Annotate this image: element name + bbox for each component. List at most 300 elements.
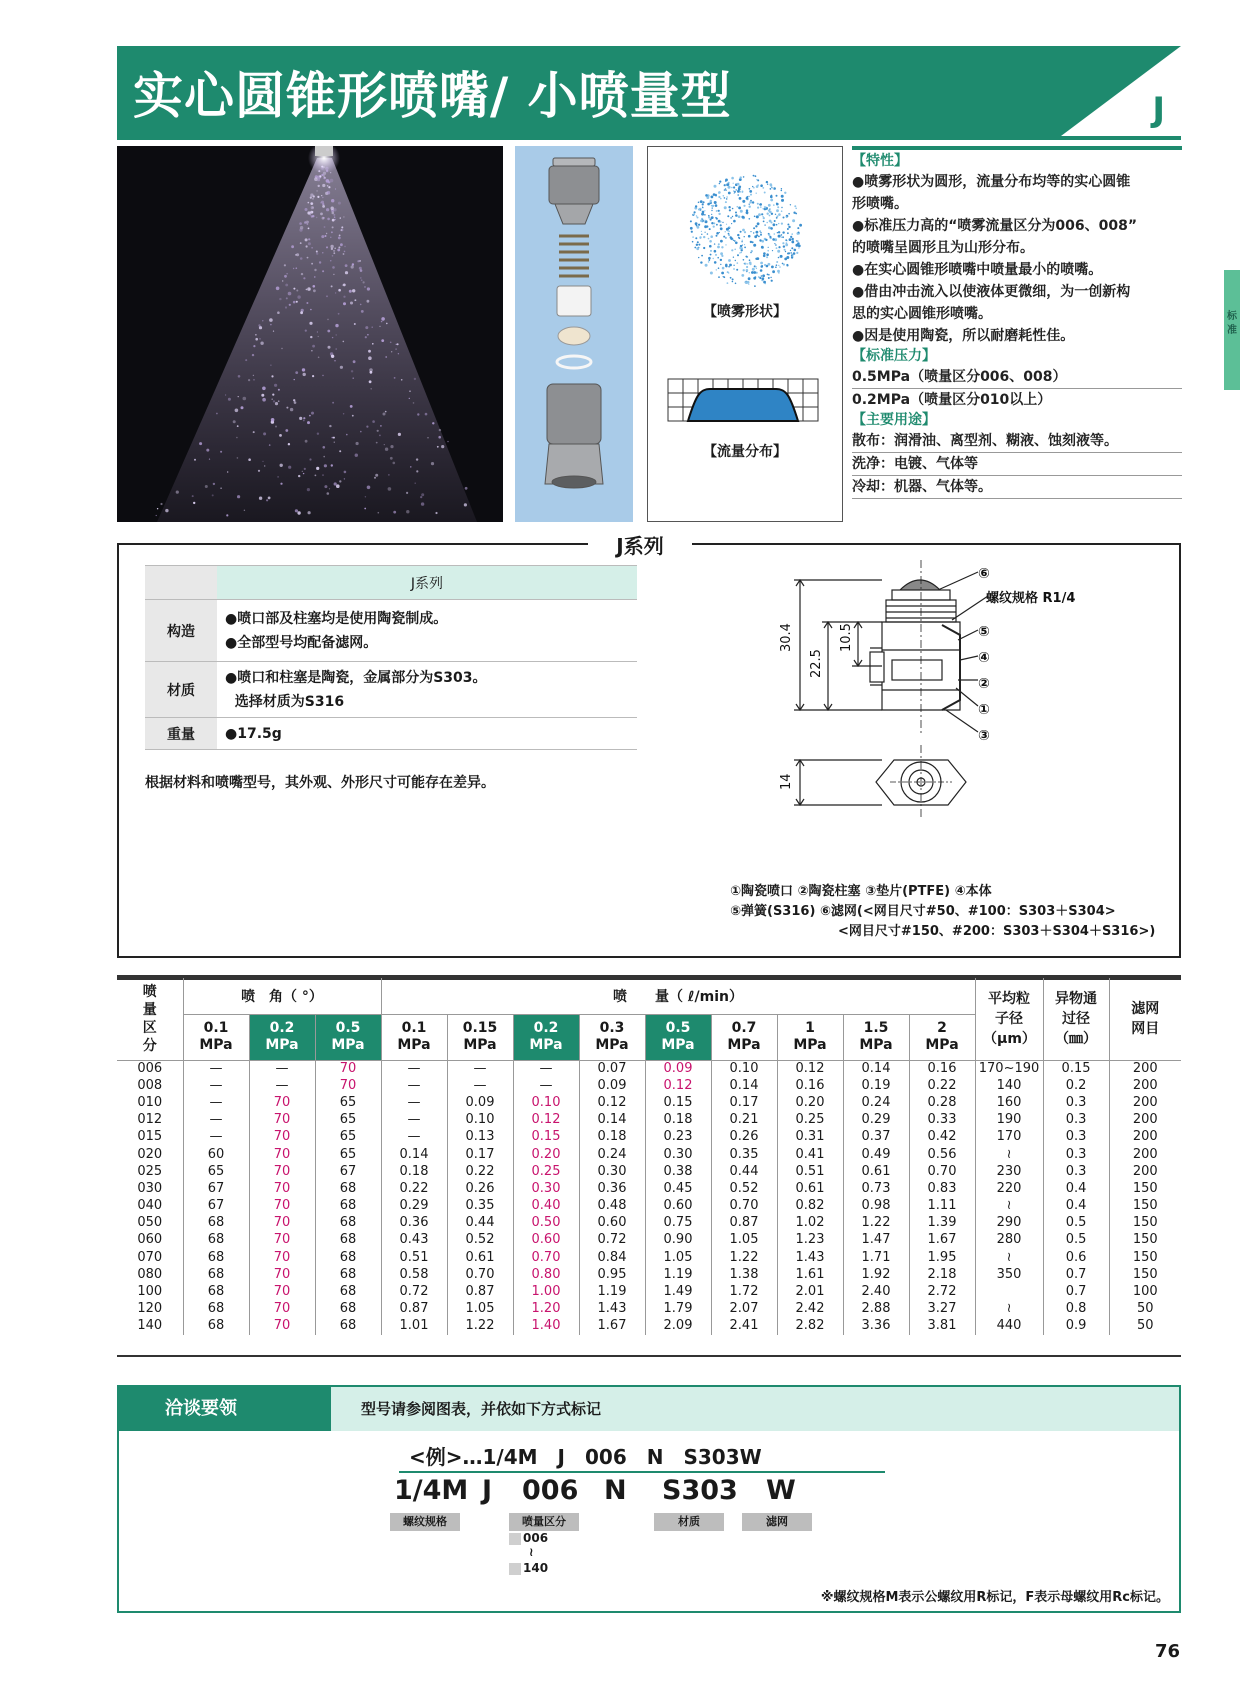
table-cell: 100 bbox=[1132, 1284, 1158, 1300]
table-cell: 0.7 bbox=[1043, 1283, 1109, 1300]
table-cell: 200 bbox=[1132, 1094, 1158, 1110]
flow-pressure-header: 0.2 MPa bbox=[513, 1014, 579, 1060]
table-cell: 1.72 bbox=[711, 1283, 777, 1300]
table-cell: 70 bbox=[249, 1146, 315, 1163]
table-cell: — bbox=[183, 1129, 249, 1146]
table-cell: 2.42 bbox=[777, 1301, 843, 1318]
table-cell: — bbox=[249, 1060, 315, 1077]
angle-pressure-header: 0.2 MPa bbox=[249, 1014, 315, 1060]
table-cell: 0.4 bbox=[1043, 1180, 1109, 1197]
table-cell: 0.48 bbox=[579, 1198, 645, 1215]
features-panel bbox=[852, 146, 1182, 522]
table-cell: 0.87 bbox=[447, 1283, 513, 1300]
table-cell: 0.33 bbox=[909, 1112, 975, 1129]
table-cell: 040 bbox=[117, 1198, 183, 1215]
table-cell: 0.38 bbox=[645, 1163, 711, 1180]
table-cell: 0.24 bbox=[579, 1146, 645, 1163]
table-cell: 0.95 bbox=[579, 1266, 645, 1283]
side-tab-label: 标准 bbox=[1227, 311, 1237, 336]
table-cell: 0.44 bbox=[447, 1215, 513, 1232]
table-cell: 025 bbox=[117, 1163, 183, 1180]
table-cell: 0.44 bbox=[711, 1163, 777, 1180]
feature-line: ●喷雾形状为圆形，流量分布均等的实心圆锥 bbox=[852, 174, 1131, 190]
table-cell: 0.45 bbox=[645, 1180, 711, 1197]
table-cell: 70 bbox=[249, 1180, 315, 1197]
table-cell: 0.83 bbox=[909, 1180, 975, 1197]
table-cell: 70 bbox=[249, 1215, 315, 1232]
table-cell: 1.43 bbox=[579, 1301, 645, 1318]
table-cell: 200 bbox=[1132, 1112, 1158, 1128]
table-row bbox=[117, 1232, 1181, 1249]
tag-flow: 喷量区分 bbox=[509, 1513, 579, 1531]
table-cell: 150 bbox=[1132, 1180, 1158, 1196]
table-cell: 0.75 bbox=[645, 1215, 711, 1232]
table-cell: 0.09 bbox=[447, 1094, 513, 1111]
table-cell: 0.42 bbox=[909, 1129, 975, 1146]
table-row bbox=[117, 1215, 1181, 1232]
table-cell: 0.14 bbox=[843, 1060, 909, 1077]
table-cell: 008 bbox=[117, 1077, 183, 1094]
table-row bbox=[117, 1094, 1181, 1111]
table-cell: 0.09 bbox=[645, 1060, 711, 1077]
table-cell: 68 bbox=[183, 1318, 249, 1335]
table-cell: 0.18 bbox=[579, 1129, 645, 1146]
code-series: J bbox=[482, 1475, 493, 1506]
angle-pressure-header: 0.1 MPa bbox=[183, 1014, 249, 1060]
callout-1: ① bbox=[978, 702, 990, 718]
table-cell: 0.14 bbox=[711, 1077, 777, 1094]
table-cell: 1.39 bbox=[909, 1215, 975, 1232]
table-cell: 150 bbox=[1132, 1249, 1158, 1265]
table-cell: 0.51 bbox=[381, 1249, 447, 1266]
table-cell: — bbox=[183, 1077, 249, 1094]
table-cell: 1.79 bbox=[645, 1301, 711, 1318]
table-cell: 0.6 bbox=[1043, 1249, 1109, 1266]
table-cell: 0.07 bbox=[579, 1060, 645, 1077]
table-row bbox=[117, 1283, 1181, 1300]
features-top-bar bbox=[852, 146, 1182, 150]
features-heading: 【特性】 bbox=[852, 153, 908, 169]
table-cell: 0.19 bbox=[843, 1077, 909, 1094]
table-cell: 0.14 bbox=[381, 1146, 447, 1163]
table-row bbox=[117, 1060, 1181, 1077]
feature-line: 思的实心圆锥形喷嘴。 bbox=[852, 306, 992, 322]
table-cell: 280 bbox=[975, 1232, 1043, 1249]
table-cell: 0.84 bbox=[579, 1249, 645, 1266]
table-cell: 70 bbox=[315, 1077, 381, 1094]
use-heading: 【主要用途】 bbox=[852, 412, 936, 428]
table-row bbox=[117, 1129, 1181, 1146]
spec-label: 重量 bbox=[145, 718, 217, 750]
table-cell: 050 bbox=[117, 1215, 183, 1232]
table-cell: 0.43 bbox=[381, 1232, 447, 1249]
table-row bbox=[117, 1249, 1181, 1266]
table-cell: 150 bbox=[1132, 1215, 1158, 1231]
page-title: 实心圆锥形喷嘴/ 小喷量型 bbox=[133, 67, 732, 125]
table-cell: 0.28 bbox=[909, 1094, 975, 1111]
table-cell: 0.9 bbox=[1043, 1318, 1109, 1335]
table-cell: 0.29 bbox=[843, 1112, 909, 1129]
table-cell: 68 bbox=[315, 1249, 381, 1266]
table-cell: 1.92 bbox=[843, 1266, 909, 1283]
dim-label: 30.4 bbox=[779, 623, 794, 652]
parts-legend bbox=[730, 882, 1170, 942]
table-cell: 68 bbox=[315, 1283, 381, 1300]
thread-label: 螺纹规格 R1/4 bbox=[986, 591, 1076, 606]
table-cell: 70 bbox=[249, 1266, 315, 1283]
table-cell: 70 bbox=[315, 1060, 381, 1077]
ordering-subtitle: 型号请参阅图表，并依如下方式标记 bbox=[331, 1387, 1179, 1431]
table-cell: — bbox=[381, 1060, 447, 1077]
table-cell: — bbox=[381, 1129, 447, 1146]
table-cell: 0.61 bbox=[447, 1249, 513, 1266]
table-cell: 190 bbox=[975, 1112, 1043, 1129]
table-cell: 68 bbox=[315, 1266, 381, 1283]
table-cell: 0.56 bbox=[909, 1146, 975, 1163]
table-cell: 200 bbox=[1132, 1077, 1158, 1093]
table-cell: 070 bbox=[117, 1249, 183, 1266]
table-cell: 0.40 bbox=[513, 1198, 579, 1215]
flow-distribution-figure bbox=[648, 375, 844, 435]
table-cell: 030 bbox=[117, 1180, 183, 1197]
table-cell: 0.4 bbox=[1043, 1198, 1109, 1215]
table-cell: 0.51 bbox=[777, 1163, 843, 1180]
table-cell: 1.19 bbox=[579, 1283, 645, 1300]
table-cell: 1.67 bbox=[909, 1232, 975, 1249]
feature-line: ●借由冲击流入以使液体更微细，为一创新构 bbox=[852, 284, 1131, 300]
table-cell: 1.19 bbox=[645, 1266, 711, 1283]
callout-5: ⑤ bbox=[978, 624, 990, 640]
table-cell: 70 bbox=[249, 1232, 315, 1249]
table-cell: 3.81 bbox=[909, 1318, 975, 1335]
table-cell: 1.61 bbox=[777, 1266, 843, 1283]
table-cell: 0.90 bbox=[645, 1232, 711, 1249]
table-cell: 0.52 bbox=[711, 1180, 777, 1197]
table-cell: 0.3 bbox=[1043, 1129, 1109, 1146]
series-letter: J bbox=[1152, 90, 1165, 130]
table-row bbox=[117, 1146, 1181, 1163]
table-cell: 230 bbox=[975, 1163, 1043, 1180]
table-cell: 0.16 bbox=[777, 1077, 843, 1094]
table-cell: 0.24 bbox=[843, 1094, 909, 1111]
table-cell: 70 bbox=[249, 1198, 315, 1215]
table-cell: 200 bbox=[1132, 1129, 1158, 1145]
col-flow-header: 喷 量（ ℓ/min） bbox=[381, 978, 975, 1014]
table-cell: 68 bbox=[315, 1301, 381, 1318]
table-cell: 2.40 bbox=[843, 1283, 909, 1300]
table-cell: 1.05 bbox=[447, 1301, 513, 1318]
table-cell: 68 bbox=[183, 1266, 249, 1283]
table-cell: 0.26 bbox=[711, 1129, 777, 1146]
table-cell: — bbox=[447, 1060, 513, 1077]
table-cell: 0.22 bbox=[447, 1163, 513, 1180]
callout-6: ⑥ bbox=[978, 566, 990, 582]
flow-distribution-caption: 【流量分布】 bbox=[703, 444, 787, 460]
feature-line: ●因是使用陶瓷，所以耐磨耗性佳。 bbox=[852, 328, 1075, 344]
spec-table bbox=[145, 565, 637, 750]
table-cell: 0.87 bbox=[711, 1215, 777, 1232]
table-cell: 0.73 bbox=[843, 1180, 909, 1197]
table-cell: 68 bbox=[315, 1232, 381, 1249]
table-cell: 70 bbox=[249, 1318, 315, 1335]
table-cell: 0.09 bbox=[579, 1077, 645, 1094]
table-cell: 1.01 bbox=[381, 1318, 447, 1335]
flow-pressure-header: 1 MPa bbox=[777, 1014, 843, 1060]
table-cell: 0.80 bbox=[513, 1266, 579, 1283]
table-cell: 70 bbox=[249, 1249, 315, 1266]
legend-line: ①陶瓷喷口 ②陶瓷柱塞 ③垫片(PTFE) ④本体 bbox=[730, 884, 992, 899]
range-sep: ≀ bbox=[529, 1545, 534, 1559]
table-cell: 170~190 bbox=[975, 1060, 1043, 1077]
table-cell: — bbox=[513, 1060, 579, 1077]
tag-material: 材质 bbox=[654, 1513, 724, 1531]
table-cell: 0.36 bbox=[579, 1180, 645, 1197]
parts-photo bbox=[515, 146, 633, 522]
spec-value: ●全部型号均配备滤网。 bbox=[225, 634, 378, 651]
table-cell: 0.60 bbox=[579, 1215, 645, 1232]
table-cell: — bbox=[249, 1077, 315, 1094]
table-cell: 060 bbox=[117, 1232, 183, 1249]
table-cell: 1.49 bbox=[645, 1283, 711, 1300]
table-cell: 65 bbox=[315, 1129, 381, 1146]
table-cell: 0.61 bbox=[777, 1180, 843, 1197]
table-cell: 1.22 bbox=[843, 1215, 909, 1232]
table-cell: 0.21 bbox=[711, 1112, 777, 1129]
table-cell: 0.70 bbox=[909, 1163, 975, 1180]
table-cell: 67 bbox=[183, 1180, 249, 1197]
table-cell: 0.8 bbox=[1043, 1301, 1109, 1318]
spec-label: 构造 bbox=[145, 600, 217, 662]
table-cell: 2.88 bbox=[843, 1301, 909, 1318]
table-cell: 2.72 bbox=[909, 1283, 975, 1300]
table-cell: 68 bbox=[315, 1198, 381, 1215]
table-cell: 0.17 bbox=[711, 1094, 777, 1111]
table-cell: 080 bbox=[117, 1266, 183, 1283]
table-cell: 68 bbox=[315, 1318, 381, 1335]
table-cell: 0.72 bbox=[381, 1283, 447, 1300]
spec-value: 选择材质为S316 bbox=[225, 693, 345, 710]
table-cell: 220 bbox=[975, 1180, 1043, 1197]
table-cell: 0.50 bbox=[513, 1215, 579, 1232]
table-cell: 0.7 bbox=[1043, 1266, 1109, 1283]
table-cell: 0.30 bbox=[645, 1146, 711, 1163]
table-cell: 0.98 bbox=[843, 1198, 909, 1215]
table-cell: 65 bbox=[315, 1146, 381, 1163]
section-title: J系列 bbox=[588, 530, 692, 556]
table-cell: 0.10 bbox=[513, 1094, 579, 1111]
table-cell: 3.36 bbox=[843, 1318, 909, 1335]
flow-pressure-header: 0.1 MPa bbox=[381, 1014, 447, 1060]
table-cell: 160 bbox=[975, 1094, 1043, 1111]
flow-pressure-header: 0.5 MPa bbox=[645, 1014, 711, 1060]
table-cell: — bbox=[381, 1094, 447, 1111]
table-cell: 68 bbox=[315, 1180, 381, 1197]
table-cell: 2.01 bbox=[777, 1283, 843, 1300]
table-cell: — bbox=[381, 1112, 447, 1129]
spec-label: 材质 bbox=[145, 662, 217, 718]
table-cell: 1.11 bbox=[909, 1198, 975, 1215]
table-cell: 0.61 bbox=[843, 1163, 909, 1180]
table-cell: 006 bbox=[117, 1060, 183, 1077]
table-cell: — bbox=[513, 1077, 579, 1094]
table-cell: 0.35 bbox=[711, 1146, 777, 1163]
table-cell: 50 bbox=[1137, 1301, 1154, 1317]
table-cell: 0.10 bbox=[447, 1112, 513, 1129]
code-material: S303 bbox=[662, 1475, 738, 1506]
table-cell: 67 bbox=[315, 1163, 381, 1180]
table-cell: 1.22 bbox=[447, 1318, 513, 1335]
variation-note: 根据材料和喷嘴型号，其外观、外形尺寸可能存在差异。 bbox=[145, 775, 495, 791]
range-box bbox=[509, 1563, 521, 1575]
table-cell: 012 bbox=[117, 1112, 183, 1129]
table-cell: 0.12 bbox=[579, 1094, 645, 1111]
table-cell: 0.72 bbox=[579, 1232, 645, 1249]
table-cell: 0.30 bbox=[513, 1180, 579, 1197]
table-cell: 65 bbox=[315, 1094, 381, 1111]
col-particle-header: 平均粒子径（μm） bbox=[975, 978, 1043, 1060]
table-cell: 0.25 bbox=[513, 1163, 579, 1180]
feature-line: ●标准压力高的“喷雾流量区分为006、008” bbox=[852, 218, 1138, 234]
table-cell: 0.60 bbox=[513, 1232, 579, 1249]
table-cell: 2.09 bbox=[645, 1318, 711, 1335]
table-cell: 68 bbox=[315, 1215, 381, 1232]
table-cell: 68 bbox=[183, 1232, 249, 1249]
table-cell: 170 bbox=[975, 1129, 1043, 1146]
table-cell: ≀ bbox=[975, 1198, 1043, 1215]
table-cell: 1.23 bbox=[777, 1232, 843, 1249]
tag-filter: 滤网 bbox=[742, 1513, 812, 1531]
table-cell: 70 bbox=[249, 1283, 315, 1300]
table-cell: 70 bbox=[249, 1129, 315, 1146]
table-cell: 0.12 bbox=[777, 1060, 843, 1077]
table-cell: 0.5 bbox=[1043, 1232, 1109, 1249]
table-bottom-rule bbox=[117, 1355, 1181, 1357]
feature-line: ●在实心圆锥形喷嘴中喷量最小的喷嘴。 bbox=[852, 262, 1103, 278]
table-cell: 0.5 bbox=[1043, 1215, 1109, 1232]
table-cell: 0.12 bbox=[513, 1112, 579, 1129]
table-cell: 150 bbox=[1132, 1232, 1158, 1248]
table-row bbox=[117, 1163, 1181, 1180]
table-cell: — bbox=[183, 1094, 249, 1111]
table-cell: 1.02 bbox=[777, 1215, 843, 1232]
tag-thread: 螺纹规格 bbox=[390, 1513, 460, 1531]
table-cell: 1.95 bbox=[909, 1249, 975, 1266]
table-cell: 70 bbox=[249, 1301, 315, 1318]
flow-pressure-header: 0.7 MPa bbox=[711, 1014, 777, 1060]
table-cell: 0.25 bbox=[777, 1112, 843, 1129]
spec-value: ●17.5g bbox=[225, 725, 282, 742]
spec-value: ●喷口部及柱塞均是使用陶瓷制成。 bbox=[225, 610, 448, 627]
table-cell: 0.15 bbox=[1043, 1060, 1109, 1077]
page-header bbox=[117, 46, 1181, 136]
table-cell: 2.82 bbox=[777, 1318, 843, 1335]
table-cell: 0.41 bbox=[777, 1146, 843, 1163]
pressure-line: 0.2MPa（喷量区分010以上） bbox=[852, 392, 1052, 408]
table-cell: 0.15 bbox=[645, 1094, 711, 1111]
table-cell: 0.3 bbox=[1043, 1112, 1109, 1129]
col-mesh-header: 滤网网目 bbox=[1109, 978, 1181, 1060]
col-passage-header: 异物通过径（㎜） bbox=[1043, 978, 1109, 1060]
legend-line: ⑤弹簧(S316) ⑥滤网(<网目尺寸#50、#100：S303＋S304> bbox=[730, 904, 1116, 919]
table-cell: 65 bbox=[315, 1112, 381, 1129]
dim-label: 22.5 bbox=[809, 649, 824, 678]
table-row bbox=[117, 1198, 1181, 1215]
col-code-header: 喷量区分 bbox=[117, 978, 183, 1060]
ordering-example: <例>…1/4M J 006 N S303W bbox=[409, 1445, 762, 1469]
table-cell: 200 bbox=[1132, 1060, 1158, 1076]
table-cell: 0.3 bbox=[1043, 1163, 1109, 1180]
col-angle-header: 喷 角（ °） bbox=[183, 978, 381, 1014]
table-cell: 1.47 bbox=[843, 1232, 909, 1249]
table-cell: 0.12 bbox=[645, 1077, 711, 1094]
spec-header: J系列 bbox=[217, 566, 637, 600]
table-cell: 140 bbox=[117, 1318, 183, 1335]
spec-value: ●喷口和柱塞是陶瓷，金属部分为S303。 bbox=[225, 669, 487, 686]
table-cell: 0.15 bbox=[513, 1129, 579, 1146]
table-cell: 3.27 bbox=[909, 1301, 975, 1318]
table-cell: 1.40 bbox=[513, 1318, 579, 1335]
table-cell: 0.22 bbox=[909, 1077, 975, 1094]
table-cell: 0.23 bbox=[645, 1129, 711, 1146]
feature-line: 形喷嘴。 bbox=[852, 196, 908, 212]
table-cell: 290 bbox=[975, 1215, 1043, 1232]
dimension-drawing bbox=[770, 560, 1090, 890]
table-cell: 0.14 bbox=[579, 1112, 645, 1129]
table-row bbox=[117, 1318, 1181, 1335]
table-cell: 010 bbox=[117, 1094, 183, 1111]
table-row bbox=[117, 1180, 1181, 1197]
spray-pattern-panel bbox=[647, 146, 843, 522]
code-n: N bbox=[604, 1475, 627, 1506]
page-number: 76 bbox=[1154, 1641, 1180, 1662]
pressure-line: 0.5MPa（喷量区分006、008） bbox=[852, 366, 1182, 389]
callout-4: ④ bbox=[978, 650, 990, 666]
table-cell: 0.29 bbox=[381, 1198, 447, 1215]
table-row bbox=[117, 1266, 1181, 1283]
spec-header-blank bbox=[145, 566, 217, 600]
flow-data-table bbox=[117, 978, 1181, 1335]
table-cell: 0.70 bbox=[447, 1266, 513, 1283]
table-cell: 65 bbox=[183, 1163, 249, 1180]
table-cell: 68 bbox=[183, 1283, 249, 1300]
table-cell: 020 bbox=[117, 1146, 183, 1163]
table-cell: 1.71 bbox=[843, 1249, 909, 1266]
table-cell: 1.43 bbox=[777, 1249, 843, 1266]
callout-2: ② bbox=[978, 676, 990, 692]
feature-line: 的喷嘴呈圆形且为山形分布。 bbox=[852, 240, 1034, 256]
table-cell: 150 bbox=[1132, 1266, 1158, 1282]
table-cell: 0.17 bbox=[447, 1146, 513, 1163]
table-cell: 0.20 bbox=[777, 1094, 843, 1111]
table-cell: ≀ bbox=[975, 1146, 1043, 1163]
table-cell: 0.26 bbox=[447, 1180, 513, 1197]
range-to: 140 bbox=[523, 1561, 549, 1575]
flow-pressure-header: 0.15 MPa bbox=[447, 1014, 513, 1060]
table-cell: 68 bbox=[183, 1215, 249, 1232]
code-thread: 1/4M bbox=[394, 1475, 469, 1506]
table-cell: 0.18 bbox=[381, 1163, 447, 1180]
table-cell: 1.20 bbox=[513, 1301, 579, 1318]
table-cell: 015 bbox=[117, 1129, 183, 1146]
spray-photo bbox=[117, 146, 503, 522]
callout-3: ③ bbox=[978, 728, 990, 744]
table-cell bbox=[975, 1283, 1043, 1300]
table-cell: 200 bbox=[1132, 1146, 1158, 1162]
table-cell: 1.05 bbox=[711, 1232, 777, 1249]
table-cell: 140 bbox=[975, 1077, 1043, 1094]
table-cell: 68 bbox=[183, 1249, 249, 1266]
table-cell: 70 bbox=[249, 1112, 315, 1129]
